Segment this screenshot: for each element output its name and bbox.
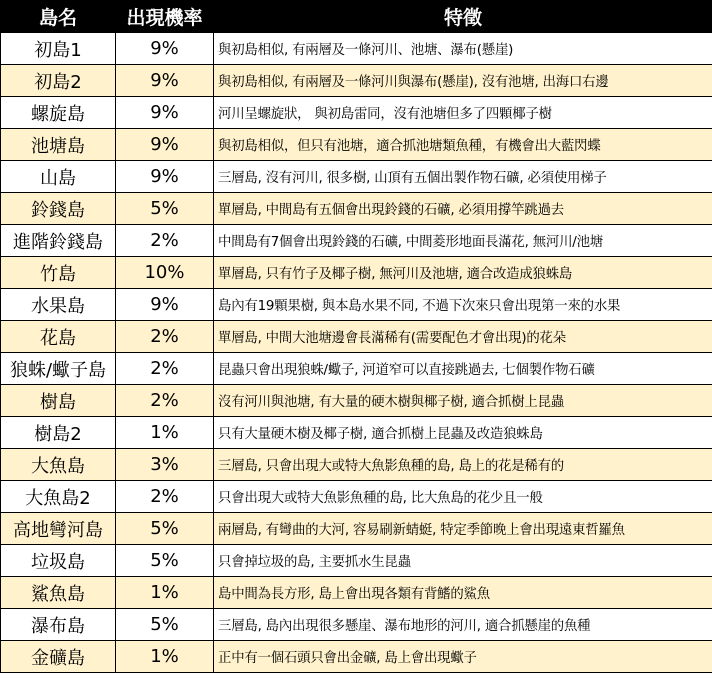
table-row bbox=[1, 577, 712, 609]
table-row bbox=[1, 193, 712, 225]
appearance-rate-cell: 10% bbox=[116, 257, 214, 289]
features-cell: 島中間為長方形, 島上會出現各類有背鰭的鯊魚 bbox=[214, 577, 712, 609]
island-name-cell: 大魚島2 bbox=[1, 481, 116, 513]
table-row bbox=[1, 641, 712, 673]
island-name-cell: 金礦島 bbox=[1, 641, 116, 673]
appearance-rate-cell: 5% bbox=[116, 609, 214, 641]
table-row bbox=[1, 65, 712, 97]
features-cell: 單層島, 中間大池塘邊會長滿稀有(需要配色才會出現)的花朵 bbox=[214, 321, 712, 353]
island-name-cell: 螺旋島 bbox=[1, 97, 116, 129]
island-name-cell: 水果島 bbox=[1, 289, 116, 321]
features-cell: 中間島有7個會出現鈴錢的石礦, 中間菱形地面長滿花, 無河川/池塘 bbox=[214, 225, 712, 257]
appearance-rate-cell: 3% bbox=[116, 449, 214, 481]
appearance-rate-cell: 5% bbox=[116, 545, 214, 577]
features-cell: 三層島, 島內出現很多懸崖、瀑布地形的河川, 適合抓懸崖的魚種 bbox=[214, 609, 712, 641]
table-row bbox=[1, 289, 712, 321]
appearance-rate-cell: 9% bbox=[116, 97, 214, 129]
table-row bbox=[1, 33, 712, 65]
appearance-rate-cell: 2% bbox=[116, 225, 214, 257]
island-name-cell: 垃圾島 bbox=[1, 545, 116, 577]
island-name-cell: 瀑布島 bbox=[1, 609, 116, 641]
features-cell: 沒有河川與池塘, 有大量的硬木樹與椰子樹, 適合抓樹上昆蟲 bbox=[214, 385, 712, 417]
appearance-rate-cell: 9% bbox=[116, 129, 214, 161]
table-row bbox=[1, 385, 712, 417]
header-island-name: 島名 bbox=[1, 1, 116, 33]
island-name-cell: 鯊魚島 bbox=[1, 577, 116, 609]
table-row bbox=[1, 321, 712, 353]
features-cell: 三層島, 沒有河川, 很多樹, 山頂有五個出製作物石礦, 必須使用梯子 bbox=[214, 161, 712, 193]
table-row bbox=[1, 545, 712, 577]
island-name-cell: 樹島2 bbox=[1, 417, 116, 449]
features-cell: 只會掉垃圾的島, 主要抓水生昆蟲 bbox=[214, 545, 712, 577]
island-name-cell: 池塘島 bbox=[1, 129, 116, 161]
table-row bbox=[1, 513, 712, 545]
island-name-cell: 初島2 bbox=[1, 65, 116, 97]
features-cell: 三層島, 只會出現大或特大魚影魚種的島, 島上的花是稀有的 bbox=[214, 449, 712, 481]
features-cell: 島內有19顆果樹, 與本島水果不同, 不過下次來只會出現第一來的水果 bbox=[214, 289, 712, 321]
header-appearance-rate: 出現機率 bbox=[116, 1, 214, 33]
island-name-cell: 鈴錢島 bbox=[1, 193, 116, 225]
table-row bbox=[1, 449, 712, 481]
features-cell: 昆蟲只會出現狼蛛/蠍子, 河道窄可以直接跳過去, 七個製作物石礦 bbox=[214, 353, 712, 385]
appearance-rate-cell: 9% bbox=[116, 33, 214, 65]
island-name-cell: 初島1 bbox=[1, 33, 116, 65]
header-row bbox=[1, 1, 712, 33]
features-cell: 與初島相似, 有兩層及一條河川與瀑布(懸崖), 沒有池塘, 出海口右邊 bbox=[214, 65, 712, 97]
table-row bbox=[1, 257, 712, 289]
appearance-rate-cell: 2% bbox=[116, 353, 214, 385]
island-name-cell: 竹島 bbox=[1, 257, 116, 289]
appearance-rate-cell: 5% bbox=[116, 513, 214, 545]
header-features: 特徵 bbox=[214, 1, 712, 33]
appearance-rate-cell: 2% bbox=[116, 385, 214, 417]
appearance-rate-cell: 9% bbox=[116, 161, 214, 193]
island-name-cell: 進階鈴錢島 bbox=[1, 225, 116, 257]
appearance-rate-cell: 9% bbox=[116, 289, 214, 321]
features-cell: 單層島, 只有竹子及椰子樹, 無河川及池塘, 適合改造成狼蛛島 bbox=[214, 257, 712, 289]
table-row bbox=[1, 609, 712, 641]
island-name-cell: 狼蛛/蠍子島 bbox=[1, 353, 116, 385]
features-cell: 兩層島, 有彎曲的大河, 容易刷新蜻蜓, 特定季節晚上會出現遠東哲羅魚 bbox=[214, 513, 712, 545]
appearance-rate-cell: 9% bbox=[116, 65, 214, 97]
features-cell: 單層島, 中間島有五個會出現鈴錢的石礦, 必須用撐竿跳過去 bbox=[214, 193, 712, 225]
island-name-cell: 大魚島 bbox=[1, 449, 116, 481]
island-name-cell: 樹島 bbox=[1, 385, 116, 417]
appearance-rate-cell: 1% bbox=[116, 641, 214, 673]
table-row bbox=[1, 481, 712, 513]
features-cell: 河川呈螺旋狀， 與初島雷同，沒有池塘但多了四顆椰子樹 bbox=[214, 97, 712, 129]
appearance-rate-cell: 5% bbox=[116, 193, 214, 225]
table-row bbox=[1, 129, 712, 161]
table-row bbox=[1, 417, 712, 449]
appearance-rate-cell: 2% bbox=[116, 321, 214, 353]
island-name-cell: 花島 bbox=[1, 321, 116, 353]
appearance-rate-cell: 2% bbox=[116, 481, 214, 513]
island-name-cell: 山島 bbox=[1, 161, 116, 193]
features-cell: 與初島相似, 有兩層及一條河川、池塘、瀑布(懸崖) bbox=[214, 33, 712, 65]
features-cell: 與初島相似，但只有池塘，適合抓池塘類魚種，有機會出大藍閃蝶 bbox=[214, 129, 712, 161]
island-name-cell: 高地彎河島 bbox=[1, 513, 116, 545]
table-row bbox=[1, 353, 712, 385]
appearance-rate-cell: 1% bbox=[116, 417, 214, 449]
features-cell: 正中有一個石頭只會出金礦, 島上會出現蠍子 bbox=[214, 641, 712, 673]
appearance-rate-cell: 1% bbox=[116, 577, 214, 609]
features-cell: 只有大量硬木樹及椰子樹, 適合抓樹上昆蟲及改造狼蛛島 bbox=[214, 417, 712, 449]
table-row bbox=[1, 97, 712, 129]
features-cell: 只會出現大或特大魚影魚種的島, 比大魚島的花少且一般 bbox=[214, 481, 712, 513]
table-row bbox=[1, 225, 712, 257]
table-row bbox=[1, 161, 712, 193]
